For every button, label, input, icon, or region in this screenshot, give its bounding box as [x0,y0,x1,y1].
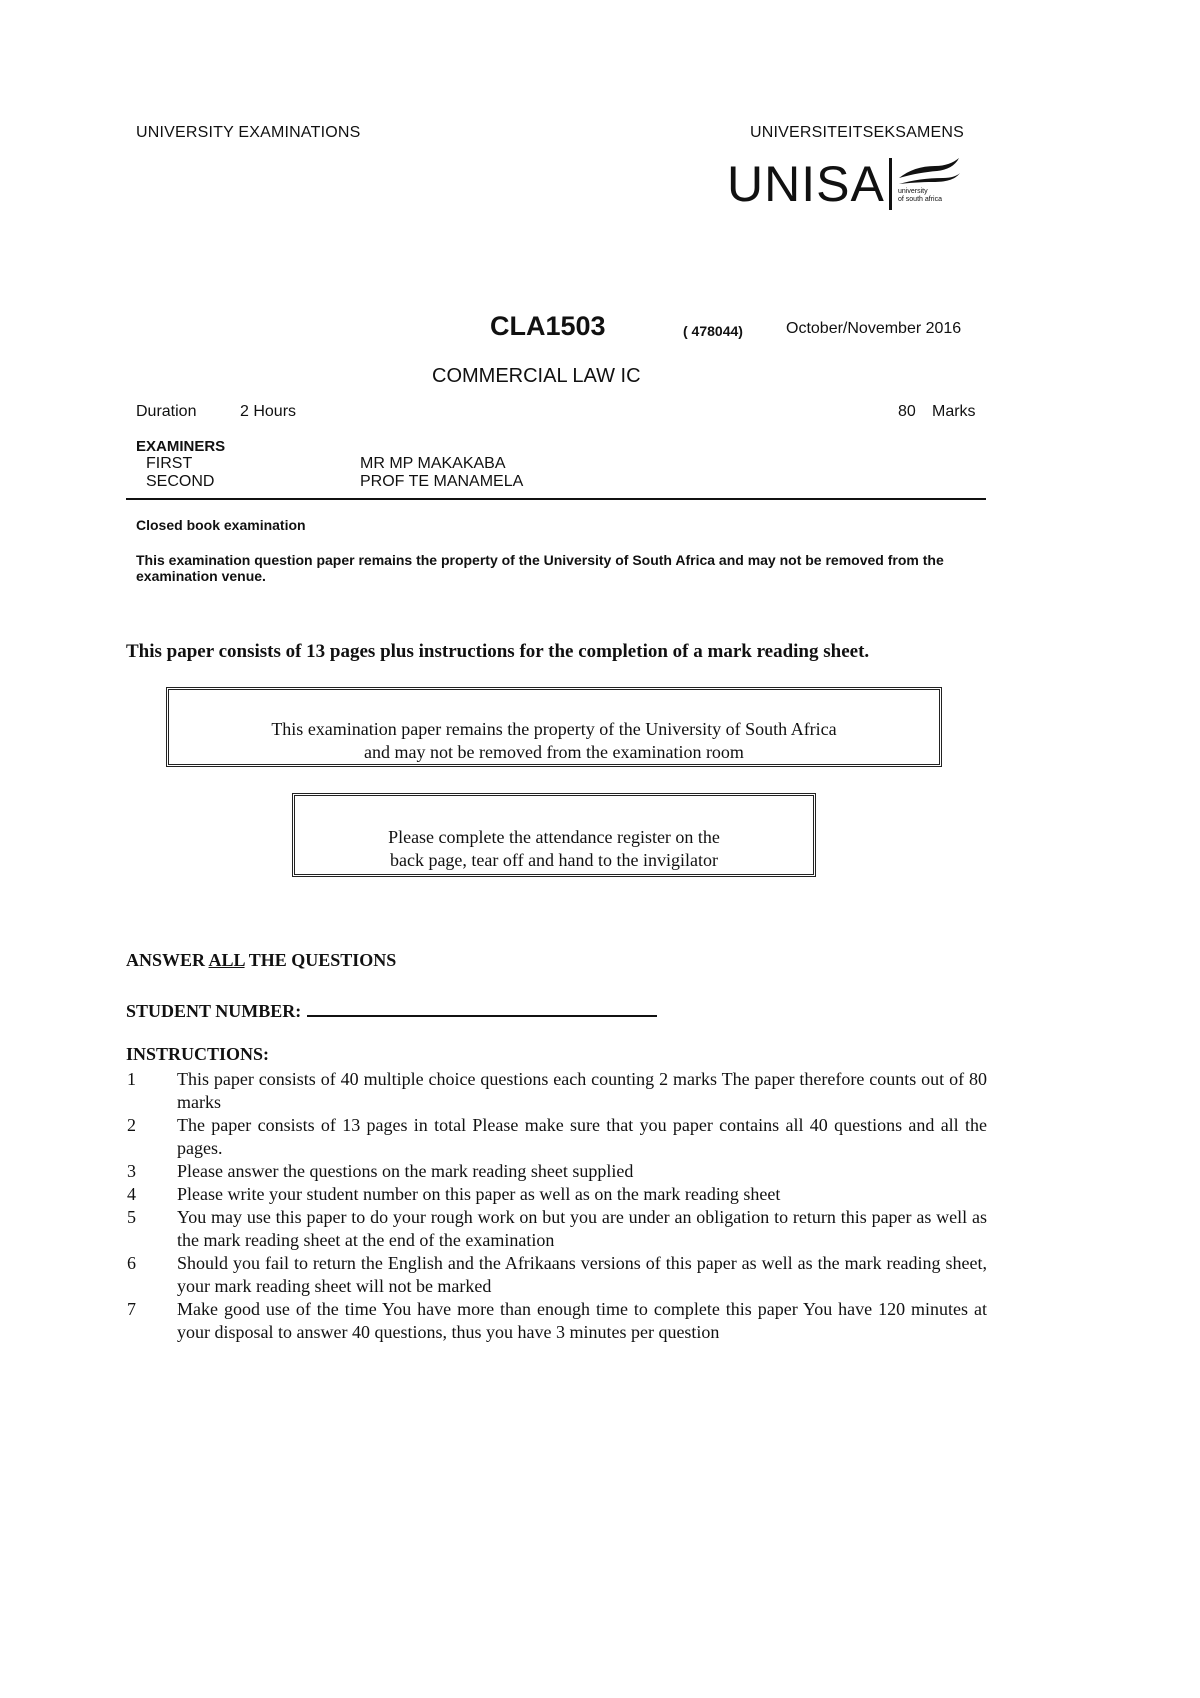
attendance-box [292,793,816,877]
instructions-heading: INSTRUCTIONS: [126,1044,270,1064]
exam-session: October/November 2016 [786,320,962,337]
list-item: 1 This paper consists of 40 multiple choice questions each counting 2 marks The paper therefore counts out of 80 marks [127,1069,987,1112]
examiner-second-label: SECOND [146,473,215,490]
marks-label: Marks [932,403,976,420]
student-number-line [126,997,657,1022]
examiner-first-name: MR MP MAKAKABA [360,455,506,472]
examiner-first-label: FIRST [146,455,193,472]
paper-id: ( 478044) [683,323,743,339]
pages-note: This paper consists of 13 pages plus instructions for the completion of a mark reading sheet. [126,641,870,662]
attendance-box-line2: back page, tear off and hand to the invigilator [389,850,719,870]
course-code: CLA1503 [490,311,606,341]
attendance-box-line1: Please complete the attendance register on the [388,827,720,847]
property-box-line1: This examination paper remains the property of the University of South Africa [271,719,837,739]
header-right: UNIVERSITEITSEKSAMENS [750,124,965,141]
list-item: 4 Please write your student number on this paper as well as on the mark reading sheet [127,1184,781,1204]
instructions-list [127,1068,987,1344]
logo-emblem-icon [897,156,961,186]
answer-all-heading: ANSWER ALL THE QUESTIONS [126,950,397,970]
student-number-field[interactable] [307,997,657,1017]
logo-divider [889,158,892,210]
course-title: COMMERCIAL LAW IC [432,365,641,387]
duration-label: Duration [136,403,197,420]
header-divider [126,498,986,500]
unisa-logo [727,150,967,220]
logo-wordmark: UNISA [727,156,885,212]
list-item: 7 Make good use of the time You have more than enough time to complete this paper You have 120 minutes at your disposal to answer 40 questions, thus you have 3 minutes per question [127,1299,987,1342]
logo-subtitle: university of south africa [898,188,942,203]
list-item: 6 Should you fail to return the English and the Afrikaans versions of this paper as well as the mark reading sheet, your mark reading sheet will not be marked [127,1253,987,1296]
duration-value: 2 Hours [240,403,297,420]
student-number-label: STUDENT NUMBER: [126,1001,302,1021]
property-note: This examination question paper remains the property of the University of South Africa and may not be removed from the examination venue. [136,552,944,584]
property-box-line2: and may not be removed from the examination room [364,742,744,762]
header-left: UNIVERSITY EXAMINATIONS [136,124,361,141]
list-item: 2 The paper consists of 13 pages in total Please make sure that you paper contains all 40 questions and all the pages. [127,1115,987,1158]
examiners-heading: EXAMINERS [136,438,226,455]
marks-value: 80 [898,403,916,420]
property-box [166,687,942,767]
list-item: 5 You may use this paper to do your rough work on but you are under an obligation to return this paper as well as the mark reading sheet at the end of the examination [127,1207,987,1250]
list-item: 3 Please answer the questions on the mark reading sheet supplied [127,1161,634,1181]
closed-book-note: Closed book examination [136,517,306,533]
examiner-second-name: PROF TE MANAMELA [360,473,524,490]
